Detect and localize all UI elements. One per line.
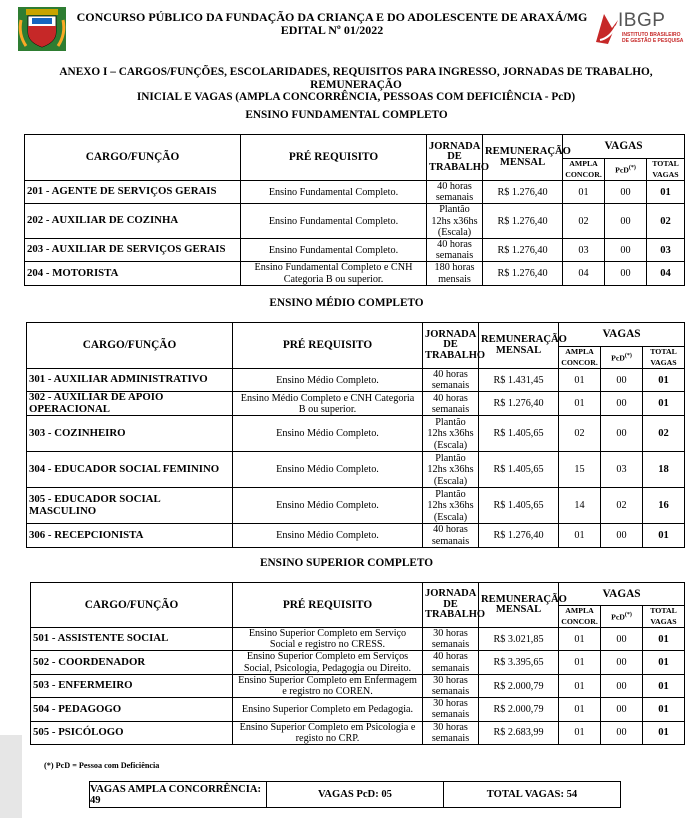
cell-ampla: 02	[559, 416, 601, 452]
cell-total: 02	[643, 416, 685, 452]
table-row	[31, 698, 685, 721]
cell-remuneracao: R$ 2.000,79	[479, 698, 559, 721]
line: 30 horas	[433, 721, 468, 733]
pcd-footnote: (*) PcD = Pessoa com Deficiência	[44, 761, 160, 770]
line: 204 - MOTORISTA	[27, 266, 119, 279]
cell-pcd: 00	[601, 674, 643, 697]
col-header-pre-requisito: PRÉ REQUISITO	[233, 583, 423, 628]
line: TOTAL	[652, 159, 679, 168]
col-header-ampla	[559, 606, 601, 628]
line: MENSAL	[495, 604, 542, 615]
cell-cargo	[27, 524, 233, 547]
cell-jornada	[423, 369, 479, 392]
cell-cargo	[27, 488, 233, 524]
table-ensino-fundamental	[24, 134, 685, 286]
line: Ensino Médio Completo.	[276, 530, 379, 541]
table-row	[31, 651, 685, 674]
cell-cargo	[31, 698, 233, 721]
table-row	[27, 524, 685, 547]
table-ensino-superior	[30, 582, 685, 745]
cell-cargo	[27, 452, 233, 488]
cell-remuneracao: R$ 1.276,40	[479, 392, 559, 416]
cell-pre-requisito	[233, 628, 423, 651]
line: Ensino Fundamental Completo e CNH	[254, 262, 413, 274]
line: 501 - ASSISTENTE SOCIAL	[33, 632, 169, 645]
line: e registro no COREN.	[282, 686, 373, 698]
cell-total: 18	[643, 452, 685, 488]
line: 40 horas	[433, 392, 468, 404]
col-header-vagas: VAGAS	[559, 323, 685, 347]
line: Ensino Fundamental Completo.	[268, 186, 399, 198]
line: (Escala)	[433, 511, 468, 523]
line: Plantão	[435, 417, 466, 429]
cell-total: 01	[643, 674, 685, 697]
cell-ampla: 01	[559, 698, 601, 721]
line: AMPLA	[569, 159, 598, 168]
line: 12hs x36hs	[431, 215, 478, 227]
cell-cargo	[27, 369, 233, 392]
line: Ensino Médio Completo.	[276, 428, 379, 440]
line: Ensino Superior Completo em Pedagogia.	[241, 703, 414, 715]
cell-cargo	[25, 262, 241, 285]
line: B ou superior.	[298, 403, 357, 415]
cell-pcd: 00	[601, 392, 643, 416]
line: JORNADA	[425, 328, 477, 340]
cell-jornada	[423, 651, 479, 674]
cell-jornada	[423, 416, 479, 452]
line: JORNADA	[429, 140, 481, 152]
line: 505 - PSICÓLOGO	[33, 726, 124, 739]
table-row	[25, 181, 685, 204]
annex-title-line-2: INICIAL E VAGAS (AMPLA CONCORRÊNCIA, PESSOAS COM DEFICIÊNCIA - PcD)	[136, 91, 576, 103]
cell-total: 02	[647, 204, 685, 239]
line: Ensino Médio Completo.	[276, 464, 379, 476]
line: (Escala)	[437, 226, 472, 238]
line: AMPLA	[565, 347, 594, 356]
pcd-asterisk: (*)	[624, 611, 632, 618]
line: 40 horas	[433, 369, 468, 380]
cell-remuneracao: R$ 2.000,79	[479, 674, 559, 697]
cell-remuneracao: R$ 2.683,99	[479, 721, 559, 744]
cell-ampla: 14	[559, 488, 601, 524]
cell-pcd: 00	[605, 204, 647, 239]
col-header-cargo: CARGO/FUNÇÃO	[25, 135, 241, 181]
line: Ensino Fundamental Completo.	[268, 244, 399, 256]
cell-total: 01	[643, 698, 685, 721]
line: 306 - RECEPCIONISTA	[29, 528, 144, 541]
cell-pre-requisito	[241, 239, 427, 262]
line: 304 - EDUCADOR SOCIAL FEMININO	[29, 463, 220, 476]
annex-title	[22, 66, 690, 104]
line: REMUNERAÇÃO	[485, 146, 571, 157]
cell-ampla: 01	[559, 674, 601, 697]
header-edital-number: EDITAL Nº 01/2022	[280, 23, 384, 37]
line: VAGAS	[650, 616, 677, 626]
ibgp-logo	[590, 8, 690, 48]
summary-total: TOTAL VAGAS: 54	[443, 782, 620, 807]
cell-jornada	[427, 262, 483, 285]
line: semanais	[431, 535, 470, 547]
cell-jornada	[427, 239, 483, 262]
cell-pcd: 00	[601, 628, 643, 651]
line: Ensino Médio Completo.	[276, 374, 379, 386]
table-row	[27, 488, 685, 524]
line: 203 - AUXILIAR DE SERVIÇOS GERAIS	[27, 243, 226, 256]
line: TRABALHO	[425, 349, 486, 361]
cell-pcd: 03	[601, 452, 643, 488]
col-header-pre-requisito: PRÉ REQUISITO	[233, 323, 423, 369]
cell-pre-requisito	[233, 721, 423, 744]
left-gray-bar	[0, 735, 22, 818]
cell-total: 01	[643, 651, 685, 674]
cell-pcd: 00	[605, 262, 647, 285]
table-row	[25, 204, 685, 239]
line: AMPLA	[565, 606, 594, 615]
col-header-pcd	[605, 159, 647, 181]
ibgp-subtitle-2: DE GESTÃO E PESQUISA	[622, 38, 684, 44]
cell-jornada	[423, 628, 479, 651]
cell-pre-requisito	[233, 369, 423, 392]
col-header-remuneracao	[483, 135, 571, 181]
line: Plantão	[435, 489, 466, 501]
cell-jornada	[423, 721, 479, 744]
section-title-medio: ENSINO MÉDIO COMPLETO	[269, 297, 424, 309]
cell-ampla: 01	[559, 628, 601, 651]
pcd-label: PcD	[615, 165, 629, 175]
line: 40 horas	[433, 524, 468, 536]
col-header-vagas: VAGAS	[563, 135, 685, 159]
cell-remuneracao: R$ 1.276,40	[483, 181, 563, 204]
line: 40 horas	[437, 239, 472, 251]
cell-pre-requisito	[233, 452, 423, 488]
line: Plantão	[435, 453, 466, 465]
cell-cargo	[31, 721, 233, 744]
line: Ensino Médio Completo e CNH Categoria	[240, 392, 415, 404]
col-header-pcd	[601, 606, 643, 628]
cell-pre-requisito	[233, 488, 423, 524]
line: 180 horas	[434, 262, 475, 274]
line: 202 - AUXILIAR DE COZINHA	[27, 214, 179, 227]
line: semanais	[431, 380, 470, 392]
table-row	[25, 239, 685, 262]
line: Plantão	[439, 204, 470, 216]
line: Categoria B ou superior.	[283, 273, 384, 285]
cell-pcd: 00	[601, 369, 643, 392]
cell-cargo	[25, 204, 241, 239]
cell-jornada	[423, 452, 479, 488]
cell-ampla: 04	[563, 262, 605, 285]
line: 503 - ENFERMEIRO	[33, 679, 133, 692]
table-row	[27, 416, 685, 452]
cell-total: 16	[643, 488, 685, 524]
line: 502 - COORDENADOR	[33, 655, 146, 668]
line: VAGAS	[652, 169, 679, 179]
line: (Escala)	[433, 439, 468, 451]
cell-jornada	[427, 181, 483, 204]
cell-total: 04	[647, 262, 685, 285]
pcd-asterisk: (*)	[624, 352, 632, 359]
cell-total: 03	[647, 239, 685, 262]
section-title-fundamental: ENSINO FUNDAMENTAL COMPLETO	[245, 109, 448, 121]
line: OPERACIONAL	[29, 402, 110, 415]
summary-pcd: VAGAS PcD: 05	[266, 782, 443, 807]
cell-pre-requisito	[241, 204, 427, 239]
pcd-label: PcD	[611, 612, 625, 622]
cell-cargo	[31, 628, 233, 651]
line: 12hs x36hs	[427, 464, 474, 476]
col-header-jornada	[423, 583, 486, 628]
line: Ensino Fundamental Completo.	[268, 215, 399, 227]
line: (Escala)	[433, 475, 468, 487]
line: Ensino Superior Completo em Serviços	[246, 651, 409, 663]
pcd-asterisk: (*)	[628, 164, 636, 171]
col-header-ampla	[563, 159, 605, 181]
line: semanais	[431, 709, 470, 721]
table-ensino-medio	[26, 322, 685, 548]
line: 30 horas	[433, 674, 468, 686]
line: 40 horas	[433, 651, 468, 663]
table-row	[31, 674, 685, 697]
line: 30 horas	[433, 628, 468, 639]
cell-pre-requisito	[241, 181, 427, 204]
table-row	[27, 369, 685, 392]
line: 301 - AUXILIAR ADMINISTRATIVO	[29, 373, 208, 386]
pcd-label: PcD	[611, 353, 625, 363]
cell-ampla: 15	[559, 452, 601, 488]
line: TRABALHO	[429, 161, 490, 173]
cell-cargo	[25, 239, 241, 262]
col-header-remuneracao	[479, 323, 567, 369]
cell-pcd: 00	[601, 524, 643, 547]
header-contest-title: CONCURSO PÚBLICO DA FUNDAÇÃO DA CRIANÇA E DO ADOLESCENTE DE ARAXÁ/MG	[76, 10, 588, 24]
line: Social, Psicologia, Pedagogia ou Direito.	[243, 662, 412, 674]
line: 504 - PEDAGOGO	[33, 702, 122, 715]
cell-pcd: 00	[605, 181, 647, 204]
cell-jornada	[423, 698, 479, 721]
cell-pcd: 00	[601, 416, 643, 452]
cell-ampla: 01	[559, 651, 601, 674]
cell-total: 01	[643, 721, 685, 744]
line: semanais	[435, 192, 474, 204]
ibgp-subtitle-1: INSTITUTO BRASILEIRO	[622, 32, 681, 38]
ibgp-brand: IBGP	[618, 10, 666, 31]
cell-total: 01	[643, 369, 685, 392]
cell-jornada	[423, 488, 479, 524]
cell-pcd: 00	[601, 721, 643, 744]
col-header-pre-requisito: PRÉ REQUISITO	[241, 135, 427, 181]
line: 303 - COZINHEIRO	[29, 427, 126, 440]
cell-pre-requisito	[233, 524, 423, 547]
line: semanais	[431, 403, 470, 415]
cell-cargo	[25, 181, 241, 204]
cell-pcd: 00	[601, 651, 643, 674]
col-header-cargo: CARGO/FUNÇÃO	[27, 323, 233, 369]
line: DE	[447, 151, 462, 163]
line: CONCOR.	[565, 169, 602, 179]
section-title-superior: ENSINO SUPERIOR COMPLETO	[259, 557, 434, 569]
cell-cargo	[31, 674, 233, 697]
line: 12hs x36hs	[427, 428, 474, 440]
line: Ensino Superior Completo em Psicologia e	[239, 721, 416, 733]
table-row	[27, 392, 685, 416]
col-header-cargo: CARGO/FUNÇÃO	[31, 583, 233, 628]
cell-remuneracao: R$ 1.405,65	[479, 488, 559, 524]
cell-total: 01	[643, 628, 685, 651]
cell-remuneracao: R$ 1.276,40	[483, 239, 563, 262]
line: Ensino Médio Completo.	[276, 500, 379, 512]
line: Social e registro no CRESS.	[269, 639, 386, 651]
col-header-jornada	[423, 323, 486, 369]
table-row	[31, 628, 685, 651]
line: 40 horas	[437, 181, 472, 192]
cell-ampla: 02	[563, 204, 605, 239]
cell-pre-requisito	[233, 674, 423, 697]
cell-pre-requisito	[233, 416, 423, 452]
line: MENSAL	[499, 156, 546, 168]
document-header	[72, 11, 592, 37]
line: Ensino Superior Completo em Enfermagem	[238, 674, 417, 686]
annex-title-line-1: ANEXO I – CARGOS/FUNÇÕES, ESCOLARIDADES, REQUISITOS PARA INGRESSO, JORNADAS DE TRABALHO, REMUNERAÇÃO	[59, 66, 653, 91]
cell-cargo	[31, 651, 233, 674]
line: semanais	[431, 662, 470, 674]
cell-ampla: 01	[559, 369, 601, 392]
line: TOTAL	[650, 347, 677, 356]
table-row	[27, 452, 685, 488]
cell-jornada	[423, 524, 479, 547]
table-row	[25, 262, 685, 285]
cell-pre-requisito	[233, 698, 423, 721]
line: CONCOR.	[561, 616, 598, 626]
col-header-ampla	[559, 347, 601, 369]
cell-pcd: 02	[601, 488, 643, 524]
cell-remuneracao: R$ 1.405,65	[479, 416, 559, 452]
line: MENSAL	[495, 344, 542, 356]
line: DE	[443, 598, 458, 610]
line: registo no CRP.	[295, 732, 360, 744]
line: semanais	[431, 732, 470, 744]
col-header-jornada	[427, 135, 490, 181]
cell-remuneracao: R$ 1.276,40	[479, 524, 559, 547]
line: REMUNERAÇÃO	[481, 334, 567, 345]
cell-jornada	[423, 392, 479, 416]
line: DE	[443, 339, 458, 351]
line: MASCULINO	[29, 504, 97, 517]
cell-ampla: 03	[563, 239, 605, 262]
col-header-vagas: VAGAS	[559, 583, 685, 606]
cell-total: 01	[647, 181, 685, 204]
line: 201 - AGENTE DE SERVIÇOS GERAIS	[27, 185, 217, 198]
table-row	[31, 721, 685, 744]
line: semanais	[431, 686, 470, 698]
araxa-crest-logo	[16, 6, 68, 52]
cell-cargo	[27, 416, 233, 452]
cell-jornada	[423, 674, 479, 697]
line: 30 horas	[433, 698, 468, 710]
cell-pcd: 00	[601, 698, 643, 721]
line: semanais	[435, 250, 474, 262]
cell-remuneracao: R$ 1.276,40	[483, 262, 563, 285]
col-header-total	[647, 159, 685, 181]
line: VAGAS	[650, 357, 677, 367]
line: mensais	[438, 273, 471, 285]
cell-remuneracao: R$ 3.395,65	[479, 651, 559, 674]
col-header-total	[643, 347, 685, 369]
line: Ensino Superior Completo em Serviço	[248, 628, 407, 639]
cell-jornada	[427, 204, 483, 239]
cell-pre-requisito	[233, 651, 423, 674]
cell-pre-requisito	[241, 262, 427, 285]
cell-pre-requisito	[233, 392, 423, 416]
summary-ampla-concorrencia: VAGAS AMPLA CONCORRÊNCIA: 49	[90, 783, 262, 806]
cell-total: 01	[643, 392, 685, 416]
line: semanais	[431, 639, 470, 651]
cell-ampla: 01	[563, 181, 605, 204]
line: TRABALHO	[425, 609, 486, 621]
line: 302 - AUXILIAR DE APOIO	[29, 391, 164, 404]
line: REMUNERAÇÃO	[481, 593, 567, 605]
cell-remuneracao: R$ 1.405,65	[479, 452, 559, 488]
line: CONCOR.	[561, 357, 598, 367]
cell-cargo	[27, 392, 233, 416]
vacancies-summary	[89, 781, 621, 808]
cell-remuneracao: R$ 1.431,45	[479, 369, 559, 392]
line: 305 - EDUCADOR SOCIAL	[29, 493, 161, 506]
line: TOTAL	[650, 606, 677, 615]
cell-ampla: 01	[559, 392, 601, 416]
cell-total: 01	[643, 524, 685, 547]
cell-pcd: 00	[605, 239, 647, 262]
col-header-pcd	[601, 347, 643, 369]
cell-ampla: 01	[559, 721, 601, 744]
col-header-total	[643, 606, 685, 628]
cell-ampla: 01	[559, 524, 601, 547]
line: 12hs x36hs	[427, 500, 474, 512]
col-header-remuneracao	[479, 583, 567, 628]
cell-remuneracao: R$ 3.021,85	[479, 628, 559, 651]
cell-remuneracao: R$ 1.276,40	[483, 204, 563, 239]
line: JORNADA	[425, 588, 477, 600]
